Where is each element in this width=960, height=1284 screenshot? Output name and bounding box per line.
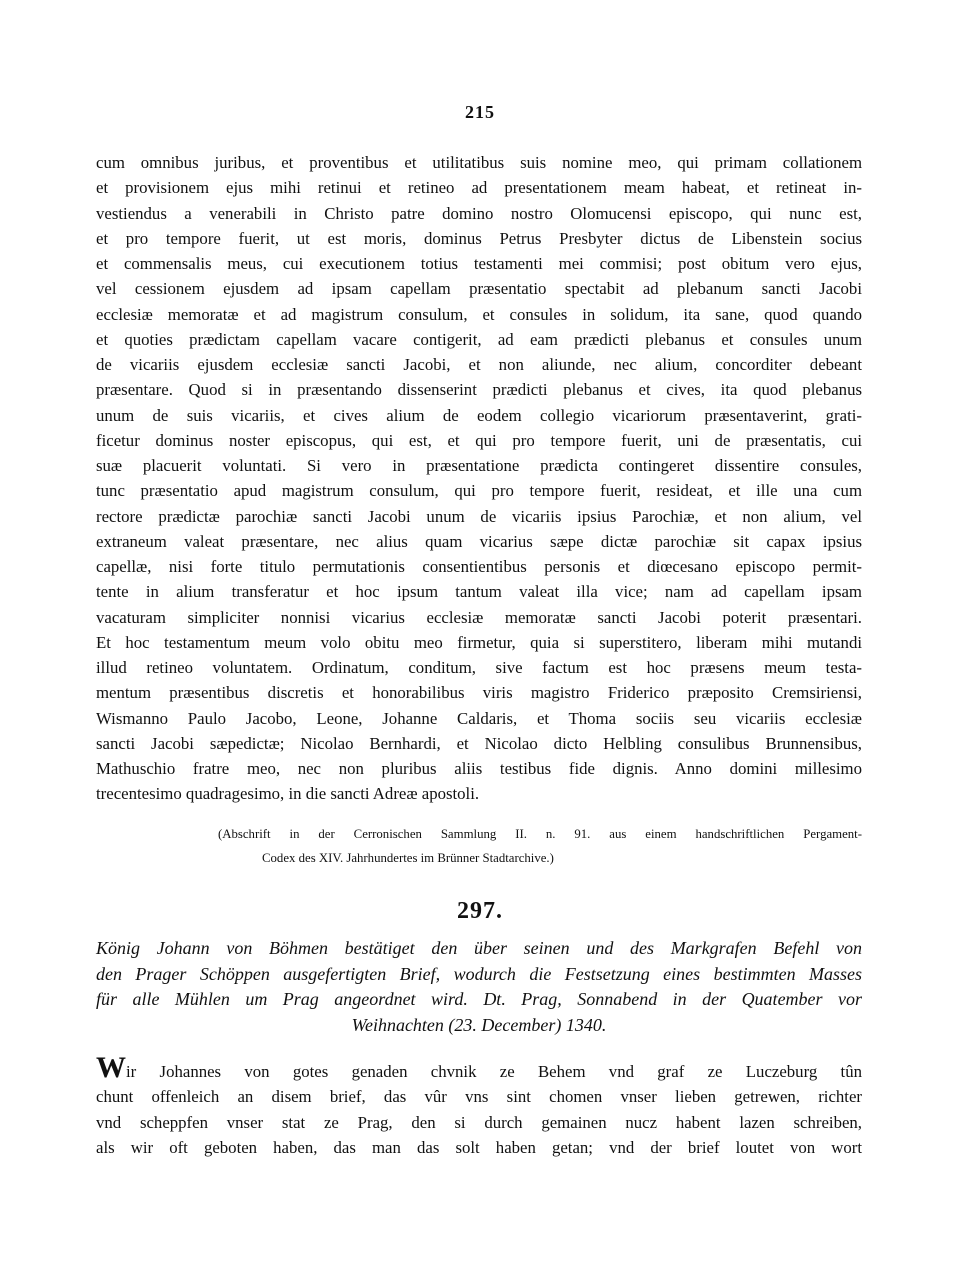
document-number: 297. — [457, 898, 503, 924]
text-line: vel cessionem ejusdem ad ipsam capellam præsentatio spectabit ad plebanum sancti Jacobi — [96, 279, 862, 299]
text-line: trecentesimo quadragesimo, in die sancti Adreæ apostoli. — [96, 784, 480, 804]
text-line: et provisionem ejus mihi retinui et retineo ad presentationem meam habeat, et retineat in- — [96, 178, 862, 198]
text-line: extraneum valeat præsentare, nec alius quam vicarius sæpe dictæ parochiæ sit capax ipsius — [96, 531, 862, 551]
text-line — [96, 1051, 862, 1084]
text-line: tente in alium transferatur et hoc ipsum tantum valeat illa vice; nam ad capellam ipsam — [96, 582, 862, 602]
text-line: mentum præsentibus discretis et honorabilibus viris magistro Friderico præposito Cremsiriensi, — [96, 683, 862, 703]
text-line: unum de suis vicariis, et cives alium de eodem collegio vicariorum præsentaverint, grati- — [96, 405, 862, 425]
text-line: Et hoc testamentum meum volo obitu meo firmetur, quia si superstitero, liberam mihi mutandi — [96, 632, 862, 652]
source-note-line: (Abschrift in der Cerronischen Sammlung II. n. 91. aus einem handschriftlichen Pergament- — [218, 827, 862, 841]
page-number: 215 — [465, 102, 495, 122]
heading-line: König Johann von Böhmen bestätiget den über seinen und des Markgrafen Befehl von — [96, 938, 862, 958]
heading-line: den Prager Schöppen ausgefertigten Brief, wodurch die Festsetzung eines bestimmten Masses — [96, 963, 862, 984]
source-note — [218, 822, 862, 870]
text-line: ecclesiæ memoratæ et ad magistrum consulum, et consules in solidum, ita sane, quod quando — [96, 304, 862, 324]
text-line: tunc præsentatio apud magistrum consulum, qui pro tempore fuerit, resideat, et ille una cum — [96, 481, 862, 501]
text-line: sancti Jacobi sæpedictæ; Nicolao Bernhardi, et Nicolao dicto Helbling consulibus Brunnensibus, — [96, 733, 862, 753]
text-line: illud retineo voluntatem. Ordinatum, conditum, sive factum est hoc præsens meum testa- — [96, 658, 862, 677]
text-line: et quoties prædictam capellam vacare contigerit, ad eam prædicti plebanus et consules unum — [96, 329, 862, 349]
text-line: Wismanno Paulo Jacobo, Leone, Johanne Caldaris, et Thoma sociis seu vicariis ecclesiæ — [96, 708, 862, 728]
text-line: et commensalis meus, cui executionem totius testamenti mei commisi; post obitum vero ejus, — [96, 254, 862, 273]
heading-line: Weihnachten (23. December) 1340. — [351, 1014, 607, 1035]
text-line: Mathuschio fratre meo, nec non pluribus aliis testibus fide dignis. Anno domini millesimo — [96, 759, 862, 778]
text-line: suæ placuerit voluntati. Si vero in præsentatione prædicta contingeret dissentire consules, — [96, 456, 862, 475]
text-line: capellæ, nisi forte titulo permutationis consentientibus personis et diœcesano episcopo permit- — [96, 557, 862, 576]
initial-letter: W — [96, 1051, 126, 1084]
text-line: als wir oft geboten haben, das man das solt haben getan; vnd der brief loutet von wort — [96, 1137, 862, 1157]
text-line: et pro tempore fuerit, ut est moris, dominus Petrus Presbyter dictus de Libenstein socius — [96, 228, 862, 248]
text-line: cum omnibus juribus, et proventibus et utilitatibus suis nomine meo, qui primam collationem — [96, 153, 862, 172]
text-line: ficetur dominus noster episcopus, qui est, et qui pro tempore fuerit, uni de præsentatis, cui — [96, 430, 862, 450]
source-note-line: Codex des XIV. Jahrhundertes im Brünner Stadtarchive.) — [262, 851, 554, 865]
text-line: vestiendus a venerabili in Christo patre domino nostro Olomucensi episcopo, qui nunc est, — [96, 203, 862, 223]
document-heading — [96, 936, 862, 1038]
text-line: de vicariis ejusdem ecclesiæ sancti Jacobi, et non aliunde, nec alium, concorditer debeant — [96, 355, 862, 374]
heading-line: für alle Mühlen um Prag angeordnet wird. Dt. Prag, Sonnabend in der Quatember vor — [96, 989, 862, 1009]
text-line: vacaturam simpliciter nonnisi vicarius ecclesiæ memoratæ sancti Jacobi poterit præsentari. — [96, 607, 862, 627]
paragraph-testament-text — [96, 150, 862, 807]
first-line-text: ir Johannes von gotes genaden chvnik ze Behem vnd graf ze Luczeburg tûn — [126, 1062, 862, 1081]
text-line: chunt offenleich an disem brief, das vûr vns sint chomen vnser lieben getrewen, richter — [96, 1087, 862, 1107]
paragraph-charter-text — [96, 1051, 862, 1160]
text-line: vnd scheppfen vnser stat ze Prag, den si durch gemainen nucz habent lazen schreiben, — [96, 1112, 862, 1132]
text-line: præsentare. Quod si in præsentando dissenserint prædicti plebanus et cives, ita quod plebanus — [96, 380, 862, 400]
text-line: rectore prædictæ parochiæ sancti Jacobi unum de vicariis ipsius Parochiæ, et non alium, vel — [96, 506, 862, 526]
